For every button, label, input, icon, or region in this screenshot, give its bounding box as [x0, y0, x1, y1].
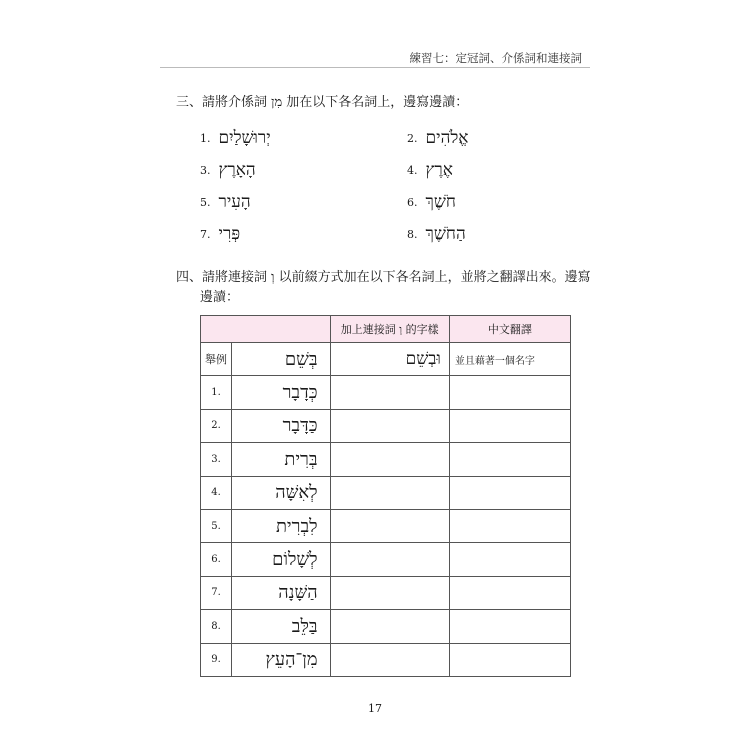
- row-number: 1.: [201, 376, 232, 409]
- hebrew-word: הָאָרֶץ: [218, 160, 256, 180]
- hebrew-word: הַחֹשֶׁךְ: [425, 224, 466, 244]
- item-number: 5.: [200, 195, 211, 209]
- row-number: 9.: [201, 643, 232, 676]
- table-row: [201, 576, 571, 609]
- page-number: 17: [368, 702, 382, 715]
- translation-answer-cell[interactable]: [449, 376, 570, 409]
- table-header-row: [201, 316, 571, 343]
- section3-title: 三、請將介係詞 מִן 加在以下各名詞上，邊寫邊讀：: [176, 95, 469, 110]
- section3-item: [407, 224, 466, 244]
- translation-answer-cell[interactable]: [449, 543, 570, 576]
- item-number: 7.: [200, 227, 211, 241]
- translation-answer-cell[interactable]: [449, 643, 570, 676]
- section3-item: [200, 224, 240, 244]
- item-number: 6.: [407, 195, 418, 209]
- table-row: [201, 509, 571, 542]
- section3-item: [200, 160, 256, 180]
- hebrew-word: מִן־הָעֵץ: [232, 643, 331, 676]
- section3-item: [200, 192, 251, 212]
- row-number: 3.: [201, 443, 232, 476]
- hebrew-word: בְּשֵׁם: [232, 343, 331, 376]
- hebrew-word: לְשָׁלוֹם: [232, 543, 331, 576]
- form-answer-cell[interactable]: [330, 443, 449, 476]
- hebrew-word: לִבְרִית: [232, 509, 331, 542]
- example-label: 舉例: [201, 343, 232, 376]
- conjunction-worksheet-table: [200, 315, 571, 677]
- item-number: 3.: [200, 163, 211, 177]
- header-rule: [160, 67, 590, 68]
- hebrew-word: כְּדָבָר: [232, 376, 331, 409]
- row-number: 7.: [201, 576, 232, 609]
- header-cell-blank: [201, 316, 331, 343]
- header-cell-translation: 中文翻譯: [449, 316, 570, 343]
- hebrew-word: בַּלֵּב: [232, 610, 331, 643]
- translation-answer-cell[interactable]: [449, 443, 570, 476]
- hebrew-word: חֹשֶׁךְ: [425, 192, 456, 212]
- form-answer-cell[interactable]: [330, 376, 449, 409]
- item-number: 8.: [407, 227, 418, 241]
- form-answer-cell[interactable]: [330, 610, 449, 643]
- item-number: 2.: [407, 131, 418, 145]
- example-form: וּבְשֵׁם: [330, 343, 449, 376]
- section3-item: [200, 128, 271, 148]
- table-row: [201, 610, 571, 643]
- item-number: 1.: [200, 131, 211, 145]
- hebrew-word: אֶרֶץ: [425, 160, 453, 180]
- header-cell-form: 加上連接詞 וְ 的字樣: [330, 316, 449, 343]
- table-row: [201, 409, 571, 442]
- section3-item: [407, 160, 453, 180]
- table-row: [201, 476, 571, 509]
- section3-item: [407, 192, 456, 212]
- translation-answer-cell[interactable]: [449, 409, 570, 442]
- section4-title: 四、請將連接詞 וְ 以前綴方式加在以下各名詞上，並將之翻譯出來。邊寫: [176, 270, 591, 285]
- translation-answer-cell[interactable]: [449, 476, 570, 509]
- translation-answer-cell[interactable]: [449, 610, 570, 643]
- form-answer-cell[interactable]: [330, 576, 449, 609]
- table-row: [201, 376, 571, 409]
- section4-title-cont: 邊讀：: [200, 290, 240, 305]
- form-answer-cell[interactable]: [330, 476, 449, 509]
- section3-item: [407, 128, 469, 148]
- row-number: 4.: [201, 476, 232, 509]
- running-header: 練習七：定冠詞、介係詞和連接詞: [409, 51, 582, 65]
- item-number: 4.: [407, 163, 418, 177]
- form-answer-cell[interactable]: [330, 643, 449, 676]
- hebrew-word: פְּרִי: [218, 224, 241, 244]
- table-row: [201, 443, 571, 476]
- hebrew-word: הַשָּׁנָה: [232, 576, 331, 609]
- row-number: 2.: [201, 409, 232, 442]
- row-number: 8.: [201, 610, 232, 643]
- hebrew-word: בְּרִית: [232, 443, 331, 476]
- hebrew-word: לְאִשָּׁה: [232, 476, 331, 509]
- form-answer-cell[interactable]: [330, 543, 449, 576]
- hebrew-word: אֱלֹהִים: [425, 128, 469, 148]
- example-row: [201, 343, 571, 376]
- row-number: 5.: [201, 509, 232, 542]
- translation-answer-cell[interactable]: [449, 509, 570, 542]
- hebrew-word: הָעִיר: [218, 192, 251, 212]
- hebrew-word: כַּדָּבָר: [232, 409, 331, 442]
- table-row: [201, 543, 571, 576]
- example-translation: 並且藉著一個名字: [449, 343, 570, 376]
- form-answer-cell[interactable]: [330, 509, 449, 542]
- row-number: 6.: [201, 543, 232, 576]
- form-answer-cell[interactable]: [330, 409, 449, 442]
- translation-answer-cell[interactable]: [449, 576, 570, 609]
- hebrew-word: יְרוּשָׁלַיִם: [218, 128, 271, 148]
- table-row: [201, 643, 571, 676]
